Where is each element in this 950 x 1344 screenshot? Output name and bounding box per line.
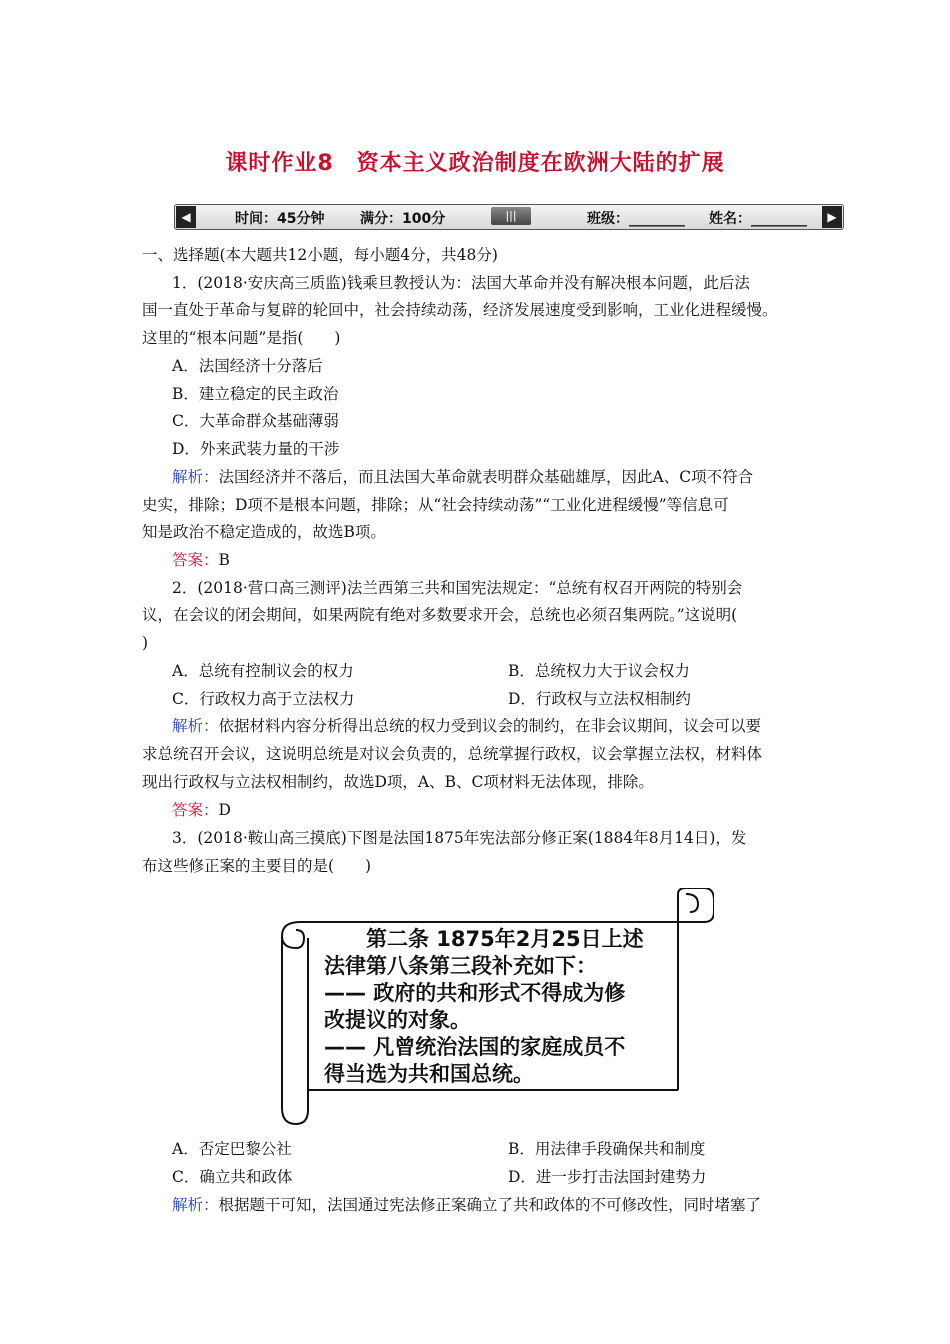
scroll-line: 第二条 1875年2月25日上述 xyxy=(324,927,644,951)
prev-arrow-icon[interactable]: ◀ xyxy=(176,206,196,228)
q2-option: D．行政权与立法权相制约 xyxy=(508,690,691,708)
q1-line: 国一直处于革命与复辟的轮回中，社会持续动荡，经济发展速度受到影响，工业化进程缓慢。 xyxy=(142,301,778,319)
answer-label: 答案： xyxy=(172,801,219,819)
class-field: 班级：________ xyxy=(587,211,685,227)
q3-line: 3．(2018·鞍山高三摸底)下图是法国1875年宪法部分修正案(1884年8月14日)，发 xyxy=(172,829,747,847)
q2-analysis-text: 求总统召开会议，这说明总统是对议会负责的，总统掌握行政权，议会掌握立法权，材料体 xyxy=(142,745,763,763)
q3-option: B．用法律手段确保共和制度 xyxy=(508,1140,706,1158)
analysis-text: 依据材料内容分析得出总统的权力受到议会的制约，在非会议期间，议会可以要 xyxy=(218,717,762,735)
score-info: 满分：100分 xyxy=(360,211,446,227)
scroll-line: 改提议的对象。 xyxy=(324,1008,471,1032)
name-field: 姓名：________ xyxy=(709,211,807,227)
q2-answer xyxy=(172,800,822,820)
q2-line: 2．(2018·营口高三测评)法兰西第三共和国宪法规定：“总统有权召开两院的特别会 xyxy=(172,579,743,597)
scroll-line: —— 政府的共和形式不得成为修 xyxy=(324,981,626,1005)
scroll-line: 法律第八条第三段补充如下： xyxy=(324,954,597,978)
q2-analysis xyxy=(172,716,822,736)
answer-label: 答案： xyxy=(172,551,219,569)
q2-option: C．行政权力高于立法权力 xyxy=(172,690,355,708)
scroll-text xyxy=(324,926,684,1088)
q3-option: D．进一步打击法国封建势力 xyxy=(508,1168,707,1186)
q3-option: C．确立共和政体 xyxy=(172,1168,293,1186)
q1-analysis-text: 知是政治不稳定造成的，故选B项。 xyxy=(142,523,386,541)
q1-option: A．法国经济十分落后 xyxy=(172,357,323,375)
q2-line: 议，在会议的闭会期间，如果两院有绝对多数要求开会，总统也必须召集两院。”这说明( xyxy=(142,606,738,624)
scroll-line: —— 凡曾统治法国的家庭成员不 xyxy=(324,1035,626,1059)
next-arrow-icon[interactable]: ▶ xyxy=(822,206,842,228)
analysis-label: 解析： xyxy=(172,468,219,486)
page-title: 课时作业8 资本主义政治制度在欧洲大陆的扩展 xyxy=(225,151,725,176)
q1-option: C．大革命群众基础薄弱 xyxy=(172,412,339,430)
q1-option: B．建立稳定的民主政治 xyxy=(172,385,339,403)
analysis-label: 解析： xyxy=(172,717,219,735)
q1-analysis xyxy=(172,467,822,487)
q1-line: 这里的“根本问题”是指( ) xyxy=(142,329,341,347)
answer-value: D xyxy=(218,801,231,819)
time-info: 时间：45分钟 xyxy=(235,211,325,227)
q1-option: D．外来武装力量的干涉 xyxy=(172,440,340,458)
q2-option: B．总统权力大于议会权力 xyxy=(508,662,690,680)
scroll-line: 得当选为共和国总统。 xyxy=(324,1062,534,1086)
q3-line: 布这些修正案的主要目的是( ) xyxy=(142,857,372,875)
analysis-label: 解析： xyxy=(172,1196,219,1214)
section-heading: 一、选择题(本大题共12小题，每小题4分，共48分) xyxy=(142,246,498,264)
answer-value: B xyxy=(218,551,230,569)
analysis-text: 根据题干可知，法国通过宪法修正案确立了共和政体的不可修改性，同时堵塞了 xyxy=(218,1196,762,1214)
info-bar xyxy=(174,204,844,230)
analysis-text: 法国经济并不落后，而且法国大革命就表明群众基础雄厚，因此A、C项不符合 xyxy=(218,468,754,486)
q2-line: ) xyxy=(142,634,149,652)
q1-analysis-text: 史实，排除；D项不是根本问题，排除；从“社会持续动荡”“工业化进程缓慢”等信息可 xyxy=(142,496,729,514)
q1-line: 1．(2018·安庆高三质监)钱乘旦教授认为：法国大革命并没有解决根本问题，此后法 xyxy=(172,274,750,292)
constitution-scroll-image xyxy=(278,888,714,1128)
q3-option: A．否定巴黎公社 xyxy=(172,1140,292,1158)
q1-answer xyxy=(172,550,822,570)
q2-analysis-text: 现出行政权与立法权相制约，故选D项，A、B、C项材料无法体现，排除。 xyxy=(142,773,654,791)
slider-handle-icon[interactable]: ||| xyxy=(491,207,531,225)
q3-analysis xyxy=(172,1195,822,1215)
q2-option: A．总统有控制议会的权力 xyxy=(172,662,354,680)
